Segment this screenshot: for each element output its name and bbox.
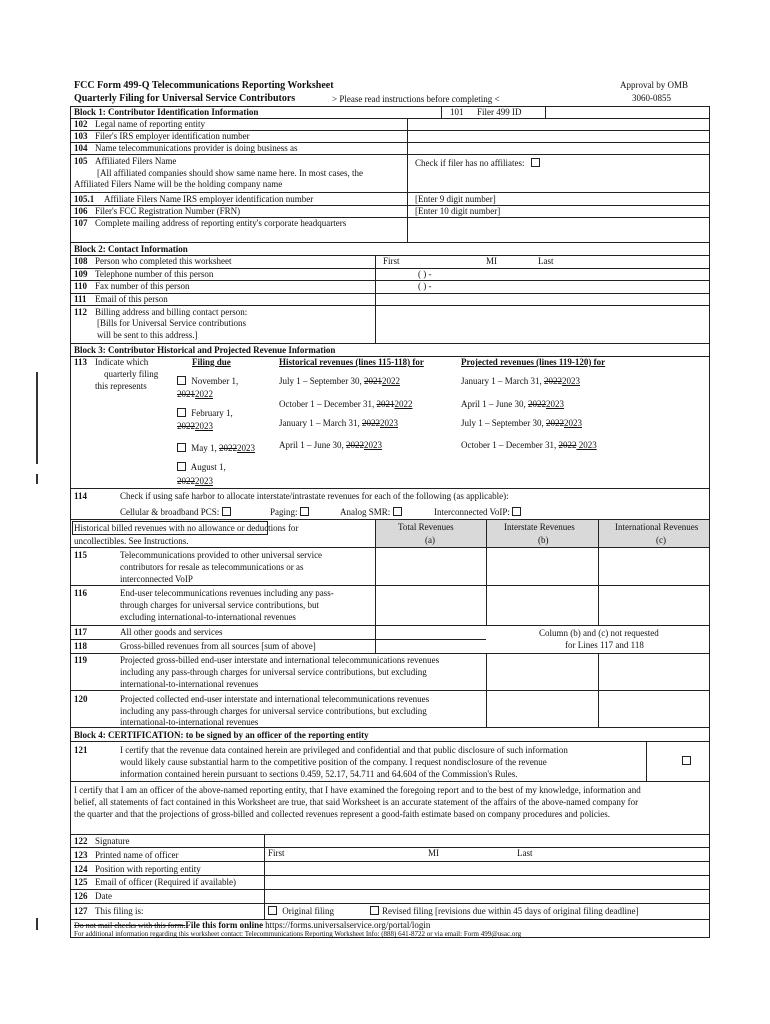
legal-name-field[interactable] xyxy=(408,119,709,130)
fax-label: Fax number of this person xyxy=(95,281,190,291)
affiliate-ein-field[interactable]: [Enter 9 digit number] xyxy=(415,194,496,204)
legal-name-label: Legal name of reporting entity xyxy=(95,119,205,129)
due-nov-checkbox[interactable] xyxy=(177,376,186,385)
revised-filing-checkbox[interactable] xyxy=(370,906,379,915)
line118-total-field[interactable] xyxy=(376,640,485,652)
nondisclosure-checkbox-wrap[interactable] xyxy=(682,751,694,769)
no-affiliates-checkbox[interactable] xyxy=(531,158,540,167)
filing-type-label: This filing is: xyxy=(95,906,144,916)
line120-international-field[interactable] xyxy=(599,691,709,726)
form-subtitle: Quarterly Filing for Universal Service Contributors xyxy=(74,93,296,104)
line115-international-field[interactable] xyxy=(599,548,709,585)
completer-label: Person who completed this worksheet xyxy=(95,256,232,266)
affiliate-ein-label: Affiliate Filers Name IRS employer identification number xyxy=(104,194,314,204)
due-aug-option[interactable]: August 1, xyxy=(177,462,226,473)
signature-label: Signature xyxy=(95,836,130,846)
safe-harbor-text: Check if using safe harbor to allocate interstate/intrastate revenues for each of the following (as applicable): xyxy=(120,491,509,501)
analog-option[interactable]: Analog SMR: xyxy=(340,507,405,518)
officer-cert-line1: I certify that I am an officer of the above-named reporting entity, that I have examined the foregoing report and to the best of my knowledge, information and xyxy=(74,785,641,795)
ein-label: Filer's IRS employer identification number xyxy=(95,131,250,141)
due-may-option[interactable]: May 1, 20222023 xyxy=(177,443,255,454)
instructions-note: > Please read instructions before completing < xyxy=(332,94,500,104)
frn-field[interactable]: [Enter 10 digit number] xyxy=(415,206,501,216)
due-nov-option[interactable]: November 1, xyxy=(177,376,238,387)
not-requested-note: Column (b) and (c) not requested xyxy=(539,628,659,638)
dba-field[interactable] xyxy=(408,143,709,154)
officer-email-field[interactable] xyxy=(265,876,709,888)
officer-name-label: Printed name of officer xyxy=(95,850,179,860)
no-affiliates-label: Check if filer has no affiliates: xyxy=(415,158,543,169)
historical-header: Historical revenues (lines 115-118) for xyxy=(279,357,424,367)
line115-interstate-field[interactable] xyxy=(487,548,597,585)
filing-due-header: Filing due xyxy=(192,357,231,367)
line119-interstate-field[interactable] xyxy=(487,654,597,689)
signature-field[interactable] xyxy=(265,835,709,846)
analog-checkbox[interactable] xyxy=(393,507,402,516)
due-may-checkbox[interactable] xyxy=(177,443,186,452)
line115-total-field[interactable] xyxy=(376,548,485,585)
change-bar xyxy=(36,372,38,464)
change-bar xyxy=(36,918,38,930)
nondisclosure-checkbox[interactable] xyxy=(682,756,691,765)
due-feb-option[interactable]: February 1, xyxy=(177,408,233,419)
voip-option[interactable]: Interconnected VoIP: xyxy=(434,507,524,518)
col-total-header: Total Revenues xyxy=(398,522,454,532)
phone-label: Telephone number of this person xyxy=(95,269,214,279)
projected-header: Projected revenues (lines 119-120) for xyxy=(461,357,606,367)
paging-option[interactable]: Paging: xyxy=(270,507,312,518)
hq-address-field[interactable] xyxy=(408,218,709,242)
block4-title: Block 4: CERTIFICATION: to be signed by an officer of the reporting entity xyxy=(74,730,369,740)
ein-field[interactable] xyxy=(408,131,709,142)
position-label: Position with reporting entity xyxy=(95,864,201,874)
hq-address-label: Complete mailing address of reporting entity's corporate headquarters xyxy=(95,218,347,228)
revised-filing-option[interactable]: Revised filing [revisions due within 45 days of original filing deadline] xyxy=(370,906,638,917)
filer-id-label: Filer 499 ID xyxy=(477,107,522,117)
date-label: Date xyxy=(95,891,112,901)
block2-title: Block 2: Contact Information xyxy=(74,244,188,254)
omb-number: 3060-0855 xyxy=(632,93,671,103)
cellular-option[interactable]: Cellular & broadband PCS: xyxy=(120,507,234,518)
line119-international-field[interactable] xyxy=(599,654,709,689)
email-label: Email of this person xyxy=(95,294,168,304)
col-interstate-header: Interstate Revenues xyxy=(504,522,575,532)
voip-checkbox[interactable] xyxy=(512,507,521,516)
billing-field[interactable] xyxy=(376,306,709,342)
block3-title: Block 3: Contributor Historical and Projected Revenue Information xyxy=(74,345,336,355)
paging-checkbox[interactable] xyxy=(300,507,309,516)
hist-billed-label: Historical billed revenues with no allowance or deductions for xyxy=(74,523,299,533)
line116-international-field[interactable] xyxy=(599,586,709,624)
portal-link[interactable]: https://forms.universalservice.org/portal/login xyxy=(265,920,431,930)
original-filing-checkbox[interactable] xyxy=(268,906,277,915)
officer-email-label: Email of officer (Required if available) xyxy=(95,877,237,887)
phone-field[interactable]: ( ) - xyxy=(418,269,432,279)
due-feb-checkbox[interactable] xyxy=(177,408,186,417)
block1-title: Block 1: Contributor Identification Information xyxy=(74,107,259,117)
col-international-header: International Revenues xyxy=(615,522,699,532)
line120-interstate-field[interactable] xyxy=(487,691,597,726)
date-field[interactable] xyxy=(265,890,709,902)
cellular-checkbox[interactable] xyxy=(222,507,231,516)
line116-total-field[interactable] xyxy=(376,586,485,624)
due-aug-checkbox[interactable] xyxy=(177,462,186,471)
filer-id-num: 101 xyxy=(450,107,464,117)
line116-interstate-field[interactable] xyxy=(487,586,597,624)
frn-label: Filer's FCC Registration Number (FRN) xyxy=(95,206,241,216)
form-title: FCC Form 499-Q Telecommunications Reporting Worksheet xyxy=(74,80,334,91)
footer-line1: Do not mail checks with this form.File this form online https://forms.universalservice.org/portal/login xyxy=(74,920,431,930)
affiliated-label: Affiliated Filers Name xyxy=(95,156,177,166)
original-filing-option[interactable]: Original filing xyxy=(268,906,334,917)
fax-field[interactable]: ( ) - xyxy=(418,281,432,291)
dba-label: Name telecommunications provider is doing business as xyxy=(95,143,298,153)
email-field[interactable] xyxy=(376,294,709,305)
change-bar xyxy=(36,474,38,484)
line117-total-field[interactable] xyxy=(376,626,485,638)
billing-label: Billing address and billing contact person: xyxy=(95,307,248,317)
omb-approval: Approval by OMB xyxy=(620,80,688,90)
footer-contact: For additional information regarding this worksheet contact: Telecommunications Reporting Worksheet Info: (888) 641-8722 or via email: Form 499@usac.org xyxy=(74,930,522,938)
position-field[interactable] xyxy=(265,862,709,874)
